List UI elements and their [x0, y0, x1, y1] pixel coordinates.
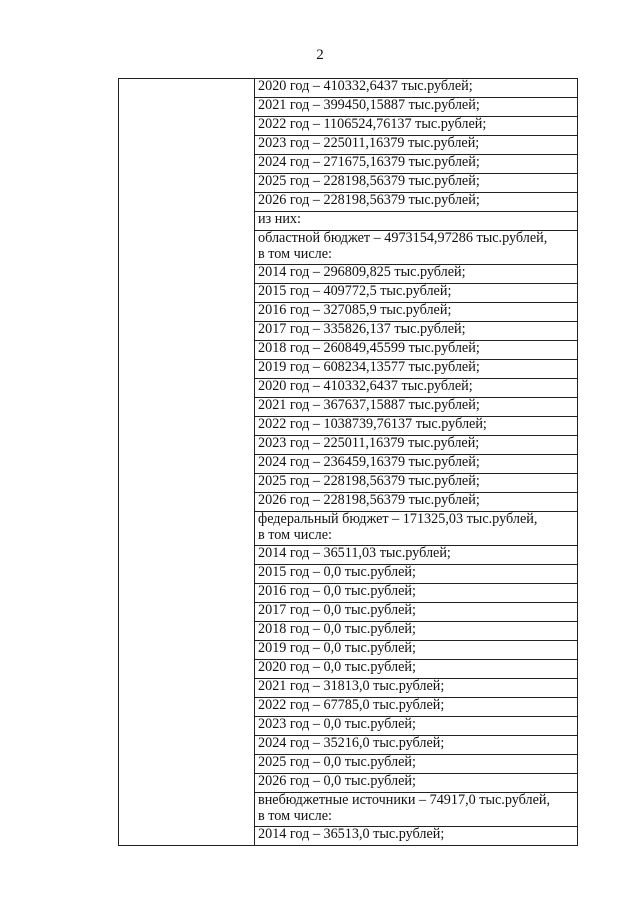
- funding-cell-line: в том числе:: [258, 526, 332, 543]
- funding-cell: [255, 231, 578, 265]
- funding-cell: 2014 год – 296809,825 тыс.рублей;: [255, 265, 578, 284]
- funding-cell: 2025 год – 228198,56379 тыс.рублей;: [255, 174, 578, 193]
- funding-cell: [255, 793, 578, 827]
- funding-cell-line: федеральный бюджет – 171325,03 тыс.рублей,: [258, 511, 538, 527]
- funding-cell: из них:: [255, 212, 578, 231]
- funding-cell: 2025 год – 0,0 тыс.рублей;: [255, 755, 578, 774]
- page-number: 2: [316, 47, 324, 63]
- funding-cell-line: в том числе:: [258, 807, 332, 824]
- funding-cell: 2020 год – 410332,6437 тыс.рублей;: [255, 79, 578, 98]
- funding-cell-line: внебюджетные источники – 74917,0 тыс.рублей,: [258, 792, 551, 808]
- funding-cell: 2024 год – 271675,16379 тыс.рублей;: [255, 155, 578, 174]
- funding-cell: 2021 год – 399450,15887 тыс.рублей;: [255, 98, 578, 117]
- funding-cell: 2022 год – 1106524,76137 тыс.рублей;: [255, 117, 578, 136]
- label-cell: [119, 79, 255, 846]
- funding-cell: 2024 год – 35216,0 тыс.рублей;: [255, 736, 578, 755]
- funding-cell: 2021 год – 367637,15887 тыс.рублей;: [255, 398, 578, 417]
- funding-cell: 2018 год – 0,0 тыс.рублей;: [255, 622, 578, 641]
- funding-cell-line: областной бюджет – 4973154,97286 тыс.рублей,: [258, 230, 548, 246]
- funding-cell: 2026 год – 228198,56379 тыс.рублей;: [255, 193, 578, 212]
- funding-cell-line: в том числе:: [258, 245, 332, 262]
- funding-cell: 2023 год – 225011,16379 тыс.рублей;: [255, 436, 578, 455]
- funding-cell: 2024 год – 236459,16379 тыс.рублей;: [255, 455, 578, 474]
- funding-cell: 2016 год – 0,0 тыс.рублей;: [255, 584, 578, 603]
- funding-cell: 2017 год – 0,0 тыс.рублей;: [255, 603, 578, 622]
- funding-cell: 2019 год – 608234,13577 тыс.рублей;: [255, 360, 578, 379]
- funding-cell: 2018 год – 260849,45599 тыс.рублей;: [255, 341, 578, 360]
- funding-cell: 2025 год – 228198,56379 тыс.рублей;: [255, 474, 578, 493]
- table-row: [119, 79, 578, 98]
- funding-cell: 2021 год – 31813,0 тыс.рублей;: [255, 679, 578, 698]
- funding-cell: 2023 год – 0,0 тыс.рублей;: [255, 717, 578, 736]
- funding-cell: 2020 год – 410332,6437 тыс.рублей;: [255, 379, 578, 398]
- funding-cell: 2022 год – 1038739,76137 тыс.рублей;: [255, 417, 578, 436]
- funding-cell: 2014 год – 36511,03 тыс.рублей;: [255, 546, 578, 565]
- funding-table-body: [119, 79, 578, 846]
- funding-cell: [255, 512, 578, 546]
- funding-cell: 2026 год – 228198,56379 тыс.рублей;: [255, 493, 578, 512]
- funding-table: [118, 78, 578, 846]
- funding-cell: 2017 год – 335826,137 тыс.рублей;: [255, 322, 578, 341]
- funding-cell: 2015 год – 0,0 тыс.рублей;: [255, 565, 578, 584]
- funding-cell: 2020 год – 0,0 тыс.рублей;: [255, 660, 578, 679]
- funding-cell: 2019 год – 0,0 тыс.рублей;: [255, 641, 578, 660]
- funding-cell: 2022 год – 67785,0 тыс.рублей;: [255, 698, 578, 717]
- funding-cell: 2023 год – 225011,16379 тыс.рублей;: [255, 136, 578, 155]
- funding-cell: 2014 год – 36513,0 тыс.рублей;: [255, 827, 578, 846]
- funding-cell: 2016 год – 327085,9 тыс.рублей;: [255, 303, 578, 322]
- funding-cell: 2026 год – 0,0 тыс.рублей;: [255, 774, 578, 793]
- funding-cell: 2015 год – 409772,5 тыс.рублей;: [255, 284, 578, 303]
